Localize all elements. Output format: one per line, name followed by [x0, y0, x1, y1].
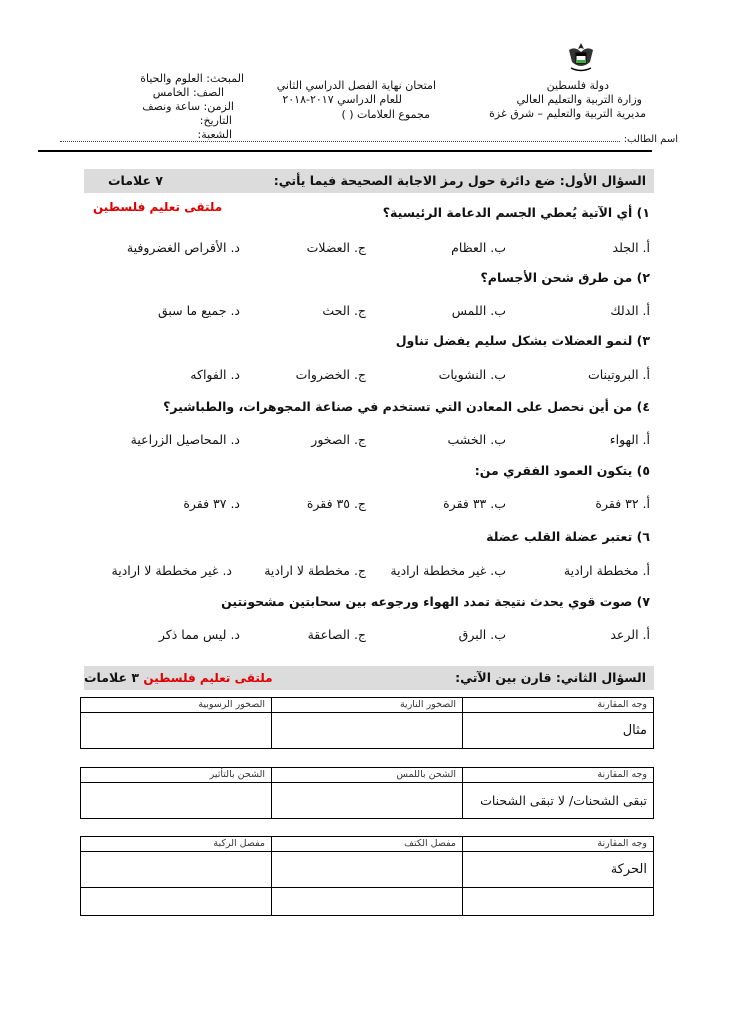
q1-1-option-b[interactable]: ب. العظام [451, 240, 506, 255]
date-label: التاريخ: [199, 114, 232, 127]
comparison-table-joints [80, 836, 654, 916]
q1-6-option-a[interactable]: أ. مخططة ارادية [563, 563, 650, 578]
q1-1-option-a[interactable]: أ. الجلد [612, 240, 650, 255]
q1-7-option-a[interactable]: أ. الرعد [610, 627, 650, 642]
q1-7-option-d[interactable]: د. ليس مما ذكر [158, 627, 240, 642]
answer-cell[interactable] [81, 783, 272, 819]
school-year: للعام الدراسي ٢٠١٧-٢٠١٨ [282, 93, 402, 106]
table-header: الصخور الرسوبية [81, 698, 272, 713]
q1-6-option-c[interactable]: ج. مخططة لا ارادية [264, 563, 366, 578]
table-cell-label: مثال [463, 713, 654, 749]
q1-title: السؤال الأول: ضع دائرة حول رمز الاجابة الصحيحة فيما يأتي: [273, 173, 646, 188]
q1-3-option-d[interactable]: د. الفواكه [190, 367, 240, 382]
section-label: الشعبة: [197, 128, 232, 141]
q1-5-option-d[interactable]: د. ٣٧ فقرة [183, 496, 240, 511]
header-divider [38, 150, 652, 152]
q1-6-option-b[interactable]: ب. غير مخططة ارادية [390, 563, 506, 578]
q1-5-option-b[interactable]: ب. ٣٣ فقرة [443, 496, 506, 511]
subject: المبحث: العلوم والحياة [140, 72, 244, 85]
q1-3-option-b[interactable]: ب. النشويات [438, 367, 506, 382]
q1-3-option-a[interactable]: أ. البروتينات [587, 367, 650, 382]
answer-cell[interactable] [272, 888, 463, 916]
q2-title: السؤال الثاني: قارن بين الآتي: [455, 670, 646, 685]
table-header: الشحن بالتأثير [81, 768, 272, 783]
q1-4-option-b[interactable]: ب. الخشب [447, 432, 506, 447]
grade: الصف: الخامس [152, 86, 224, 99]
q1-1-option-d[interactable]: د. الأقراص الغضروفية [126, 240, 240, 255]
table-cell-label[interactable] [463, 888, 654, 916]
answer-cell[interactable] [272, 783, 463, 819]
table-header: الشحن باللمس [272, 768, 463, 783]
q1-3-option-c[interactable]: ج. الخضروات [295, 367, 366, 382]
answer-cell[interactable] [81, 888, 272, 916]
q1-7-option-b[interactable]: ب. البرق [458, 627, 506, 642]
table-header: الصخور النارية [272, 698, 463, 713]
q1-2-option-d[interactable]: د. جميع ما سبق [157, 303, 240, 318]
table-cell-label: الحركة [463, 852, 654, 888]
q2-title-bar [84, 666, 654, 690]
header-country: دولة فلسطين [546, 79, 609, 92]
table-header: وجه المقارنة [463, 698, 654, 713]
q1-6-option-d[interactable]: د. غير مخططة لا ارادية [111, 563, 232, 578]
q2-watermark: ملتقى تعليم فلسطين [143, 671, 273, 685]
q1-4-option-d[interactable]: د. المحاصيل الزراعية [130, 432, 240, 447]
q1-question-5: ٥) يتكون العمود الفقري من: [474, 463, 650, 478]
comparison-table-rocks [80, 697, 654, 749]
q1-question-3: ٣) لنمو العضلات بشكل سليم يفضل تناول [395, 333, 650, 348]
table-header: وجه المقارنة [463, 768, 654, 783]
q1-1-option-c[interactable]: ج. العضلات [306, 240, 366, 255]
header-directorate: مديرية التربية والتعليم – شرق غزة [489, 107, 646, 120]
q1-2-option-c[interactable]: ج. الحث [322, 303, 366, 318]
answer-cell[interactable] [81, 852, 272, 888]
table-cell-label: تبقى الشحنات/ لا تبقى الشحنات [463, 783, 654, 819]
answer-cell[interactable] [81, 713, 272, 749]
q1-5-option-c[interactable]: ج. ٣٥ فقرة [306, 496, 366, 511]
watermark-text: ملتقى تعليم فلسطين [93, 200, 223, 214]
q1-4-option-a[interactable]: أ. الهواء [609, 432, 650, 447]
q1-5-option-a[interactable]: أ. ٣٢ فقرة [595, 496, 650, 511]
q1-question-7: ٧) صوت قوي يحدث نتيجة تمدد الهواء ورجوعه بين سحابتين مشحونتين [221, 594, 650, 609]
palestine-emblem-icon [563, 40, 599, 76]
q2-marks: ٣ علامات [84, 670, 140, 685]
duration: الزمن: ساعة ونصف [142, 100, 234, 113]
q1-question-6: ٦) تعتبر عضلة القلب عضلة [486, 529, 650, 544]
q1-question-1: ١) أي الآتية يُعطي الجسم الدعامة الرئيسية؟ [382, 205, 650, 220]
header-ministry: وزارة التربية والتعليم العالي [516, 93, 642, 106]
q1-question-2: ٢) من طرق شحن الأجسام؟ [480, 270, 650, 285]
table-header: وجه المقارنة [463, 837, 654, 852]
comparison-table-charging [80, 767, 654, 819]
student-name-line [60, 141, 620, 142]
answer-cell[interactable] [272, 852, 463, 888]
answer-cell[interactable] [272, 713, 463, 749]
exam-title: امتحان نهاية الفصل الدراسي الثاني [276, 79, 436, 92]
q1-2-option-a[interactable]: أ. الدلك [610, 303, 650, 318]
table-header: مفصل الركبة [81, 837, 272, 852]
q1-2-option-b[interactable]: ب. اللمس [451, 303, 506, 318]
q1-7-option-c[interactable]: ج. الصاعقة [307, 627, 366, 642]
q1-title-bar [84, 169, 654, 193]
q1-question-4: ٤) من أين نحصل على المعادن التي تستخدم في صناعة المجوهرات، والطباشير؟ [163, 399, 650, 414]
student-name-label: اسم الطالب: [623, 134, 678, 145]
table-header: مفصل الكتف [272, 837, 463, 852]
student-name-field[interactable] [60, 134, 678, 145]
total-marks: مجموع العلامات ( ) [341, 108, 430, 121]
q1-4-option-c[interactable]: ج. الصخور [311, 432, 366, 447]
q1-marks: ٧ علامات [108, 173, 164, 188]
